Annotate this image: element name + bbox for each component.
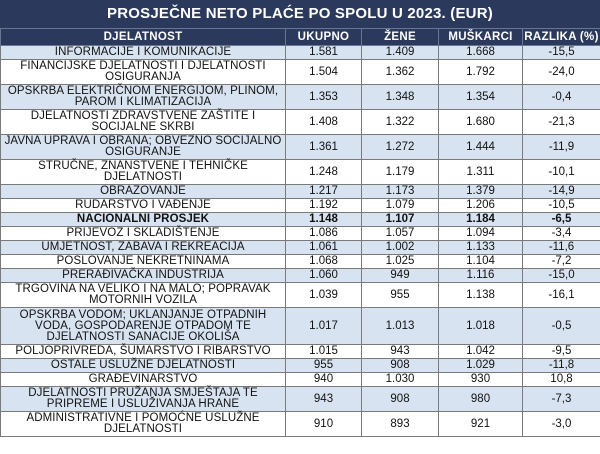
cell-razlika: -15,5 bbox=[523, 46, 600, 60]
column-header-muskarci: MUŠKARCI bbox=[439, 29, 523, 46]
cell-razlika: -11,8 bbox=[523, 359, 600, 373]
table-row bbox=[1, 255, 600, 269]
cell-djelatnost: OPSKRBA VODOM; UKLANJANJE OTPADNIH VODA, GOSPODARENJE OTPADOM TE DJELATNOSTI SANACIJE OKOLIŠA bbox=[1, 308, 286, 345]
cell-zene: 1.002 bbox=[362, 241, 439, 255]
cell-ukupno: 1.361 bbox=[286, 135, 362, 160]
cell-djelatnost: PRERAĐIVAČKA INDUSTRIJA bbox=[1, 269, 286, 283]
table-row bbox=[1, 412, 600, 437]
cell-razlika: -6,5 bbox=[523, 213, 600, 227]
cell-razlika: -24,0 bbox=[523, 60, 600, 85]
cell-ukupno: 1.060 bbox=[286, 269, 362, 283]
cell-djelatnost: STRUČNE, ZNANSTVENE I TEHNIČKE DJELATNOSTI bbox=[1, 160, 286, 185]
cell-zene: 943 bbox=[362, 345, 439, 359]
cell-ukupno: 1.017 bbox=[286, 308, 362, 345]
table-header-row bbox=[1, 29, 600, 46]
cell-ukupno: 1.408 bbox=[286, 110, 362, 135]
table-row bbox=[1, 359, 600, 373]
cell-djelatnost: OSTALE USLUŽNE DJELATNOSTI bbox=[1, 359, 286, 373]
column-header-zene: ŽENE bbox=[362, 29, 439, 46]
cell-ukupno: 1.192 bbox=[286, 199, 362, 213]
cell-razlika: -7,2 bbox=[523, 255, 600, 269]
cell-muskarci: 1.184 bbox=[439, 213, 523, 227]
cell-muskarci: 930 bbox=[439, 373, 523, 387]
cell-ukupno: 940 bbox=[286, 373, 362, 387]
cell-razlika: -7,3 bbox=[523, 387, 600, 412]
column-header-razlika: RAZLIKA (%) bbox=[523, 29, 600, 46]
cell-djelatnost: UMJETNOST, ZABAVA I REKREACIJA bbox=[1, 241, 286, 255]
cell-djelatnost: DJELATNOSTI PRUŽANJA SMJEŠTAJA TE PRIPREME I USLUŽIVANJA HRANE bbox=[1, 387, 286, 412]
cell-zene: 1.409 bbox=[362, 46, 439, 60]
cell-djelatnost: GRAĐEVINARSTVO bbox=[1, 373, 286, 387]
cell-muskarci: 1.206 bbox=[439, 199, 523, 213]
cell-djelatnost: INFORMACIJE I KOMUNIKACIJE bbox=[1, 46, 286, 60]
cell-zene: 908 bbox=[362, 387, 439, 412]
cell-muskarci: 1.311 bbox=[439, 160, 523, 185]
table-row bbox=[1, 160, 600, 185]
cell-ukupno: 1.353 bbox=[286, 85, 362, 110]
cell-djelatnost: DJELATNOSTI ZDRAVSTVENE ZAŠTITE I SOCIJALNE SKRBI bbox=[1, 110, 286, 135]
table-row bbox=[1, 85, 600, 110]
cell-razlika: -11,6 bbox=[523, 241, 600, 255]
cell-muskarci: 1.680 bbox=[439, 110, 523, 135]
cell-ukupno: 1.015 bbox=[286, 345, 362, 359]
cell-muskarci: 1.029 bbox=[439, 359, 523, 373]
cell-razlika: -10,1 bbox=[523, 160, 600, 185]
cell-ukupno: 1.061 bbox=[286, 241, 362, 255]
cell-ukupno: 1.148 bbox=[286, 213, 362, 227]
cell-zene: 1.030 bbox=[362, 373, 439, 387]
table-row bbox=[1, 213, 600, 227]
cell-djelatnost: PRIJEVOZ I SKLADIŠTENJE bbox=[1, 227, 286, 241]
table-row bbox=[1, 283, 600, 308]
page-title: PROSJEČNE NETO PLAĆE PO SPOLU U 2023. (EUR) bbox=[0, 0, 600, 28]
cell-razlika: -0,5 bbox=[523, 308, 600, 345]
cell-djelatnost: NACIONALNI PROSJEK bbox=[1, 213, 286, 227]
cell-zene: 893 bbox=[362, 412, 439, 437]
table-row bbox=[1, 46, 600, 60]
cell-djelatnost: OBRAZOVANJE bbox=[1, 185, 286, 199]
cell-muskarci: 1.104 bbox=[439, 255, 523, 269]
cell-muskarci: 1.354 bbox=[439, 85, 523, 110]
cell-razlika: -3,0 bbox=[523, 412, 600, 437]
cell-razlika: -3,4 bbox=[523, 227, 600, 241]
column-header-djelatnost: DJELATNOST bbox=[1, 29, 286, 46]
cell-muskarci: 980 bbox=[439, 387, 523, 412]
cell-muskarci: 1.042 bbox=[439, 345, 523, 359]
cell-ukupno: 955 bbox=[286, 359, 362, 373]
cell-djelatnost: OPSKRBA ELEKTRIČNOM ENERGIJOM, PLINOM, PAROM I KLIMATIZACIJA bbox=[1, 85, 286, 110]
cell-djelatnost: POSLOVANJE NEKRETNINAMA bbox=[1, 255, 286, 269]
cell-zene: 1.057 bbox=[362, 227, 439, 241]
cell-razlika: -15,0 bbox=[523, 269, 600, 283]
table-row bbox=[1, 241, 600, 255]
cell-ukupno: 1.581 bbox=[286, 46, 362, 60]
cell-razlika: 10,8 bbox=[523, 373, 600, 387]
cell-razlika: -0,4 bbox=[523, 85, 600, 110]
column-header-ukupno: UKUPNO bbox=[286, 29, 362, 46]
cell-zene: 1.173 bbox=[362, 185, 439, 199]
cell-muskarci: 1.668 bbox=[439, 46, 523, 60]
cell-zene: 955 bbox=[362, 283, 439, 308]
cell-razlika: -14,9 bbox=[523, 185, 600, 199]
table-row bbox=[1, 135, 600, 160]
cell-muskarci: 1.094 bbox=[439, 227, 523, 241]
salary-table bbox=[0, 28, 600, 437]
table-body bbox=[1, 46, 600, 437]
table-row bbox=[1, 185, 600, 199]
cell-ukupno: 1.248 bbox=[286, 160, 362, 185]
cell-muskarci: 1.138 bbox=[439, 283, 523, 308]
cell-muskarci: 1.792 bbox=[439, 60, 523, 85]
cell-zene: 1.179 bbox=[362, 160, 439, 185]
cell-muskarci: 921 bbox=[439, 412, 523, 437]
cell-razlika: -16,1 bbox=[523, 283, 600, 308]
cell-muskarci: 1.018 bbox=[439, 308, 523, 345]
table-row bbox=[1, 387, 600, 412]
cell-zene: 1.107 bbox=[362, 213, 439, 227]
cell-zene: 1.348 bbox=[362, 85, 439, 110]
cell-razlika: -11,9 bbox=[523, 135, 600, 160]
cell-djelatnost: FINANCIJSKE DJELATNOSTI I DJELATNOSTI OSIGURANJA bbox=[1, 60, 286, 85]
table-row bbox=[1, 373, 600, 387]
cell-muskarci: 1.379 bbox=[439, 185, 523, 199]
table-row bbox=[1, 308, 600, 345]
table-row bbox=[1, 227, 600, 241]
cell-zene: 1.362 bbox=[362, 60, 439, 85]
cell-ukupno: 943 bbox=[286, 387, 362, 412]
cell-zene: 908 bbox=[362, 359, 439, 373]
table-row bbox=[1, 199, 600, 213]
cell-razlika: -21,3 bbox=[523, 110, 600, 135]
table-row bbox=[1, 110, 600, 135]
cell-ukupno: 1.086 bbox=[286, 227, 362, 241]
cell-ukupno: 910 bbox=[286, 412, 362, 437]
cell-razlika: -9,5 bbox=[523, 345, 600, 359]
table-row bbox=[1, 60, 600, 85]
cell-ukupno: 1.039 bbox=[286, 283, 362, 308]
cell-djelatnost: TRGOVINA NA VELIKO I NA MALO; POPRAVAK MOTORNIH VOZILA bbox=[1, 283, 286, 308]
cell-zene: 1.322 bbox=[362, 110, 439, 135]
cell-ukupno: 1.504 bbox=[286, 60, 362, 85]
cell-zene: 949 bbox=[362, 269, 439, 283]
cell-razlika: -10,5 bbox=[523, 199, 600, 213]
cell-muskarci: 1.133 bbox=[439, 241, 523, 255]
cell-djelatnost: ADMINISTRATIVNE I POMOĆNE USLUŽNE DJELATNOSTI bbox=[1, 412, 286, 437]
cell-zene: 1.013 bbox=[362, 308, 439, 345]
cell-ukupno: 1.068 bbox=[286, 255, 362, 269]
cell-djelatnost: RUDARSTVO I VAĐENJE bbox=[1, 199, 286, 213]
cell-djelatnost: JAVNA UPRAVA I OBRANA; OBVEZNO SOCIJALNO OSIGURANJE bbox=[1, 135, 286, 160]
cell-muskarci: 1.116 bbox=[439, 269, 523, 283]
cell-ukupno: 1.217 bbox=[286, 185, 362, 199]
cell-zene: 1.079 bbox=[362, 199, 439, 213]
table-row bbox=[1, 345, 600, 359]
cell-zene: 1.272 bbox=[362, 135, 439, 160]
table-row bbox=[1, 269, 600, 283]
cell-djelatnost: POLJOPRIVREDA, ŠUMARSTVO I RIBARSTVO bbox=[1, 345, 286, 359]
cell-muskarci: 1.444 bbox=[439, 135, 523, 160]
cell-zene: 1.025 bbox=[362, 255, 439, 269]
